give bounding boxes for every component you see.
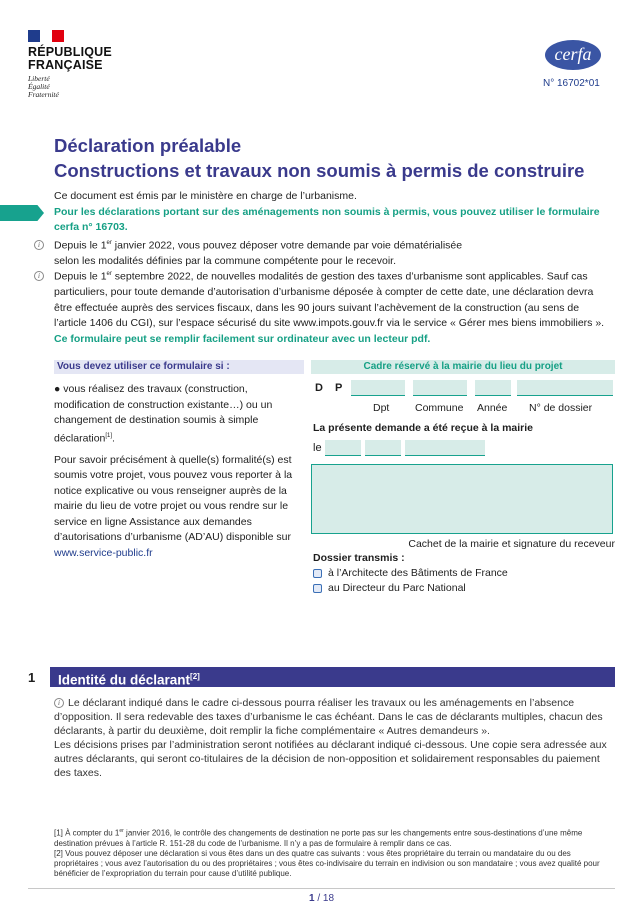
info1-text-c: selon les modalités définies par la commune compétente pour le recevoir. xyxy=(54,255,397,267)
abf-checkbox[interactable] xyxy=(313,569,322,578)
label-dpt: Dpt xyxy=(373,402,390,414)
label-annee: Année xyxy=(477,402,508,414)
service-public-link[interactable]: www.service-public.fr xyxy=(54,546,153,559)
motto-egalite: Égalité xyxy=(28,82,50,91)
fn1-sup: er xyxy=(119,828,124,834)
annee-field[interactable] xyxy=(475,380,511,396)
commune-field[interactable] xyxy=(413,380,467,396)
mairie-reserved-box xyxy=(311,360,615,594)
mairie-box-heading: Cadre réservé à la mairie du lieu du projet xyxy=(311,360,615,374)
page-current: 1 xyxy=(308,893,315,904)
abf-label: à l’Architecte des Bâtiments de France xyxy=(328,567,508,579)
intro-dematerialisation xyxy=(54,236,614,270)
usage-paragraph-text: Pour savoir précisément à quelle(s) formalité(s) est soumis votre projet, vous pouvez vous reporter à la notice explicative ou vous renseigner auprès de la mairie du lieu de votre projet ou vous rendre sur le service en ligne Assistance aux demandes d’autorisations d’urbanisme (AD’AU) disponible sur xyxy=(54,453,293,543)
section1-p1-text: Le déclarant indiqué dans le cadre ci-dessous pourra réaliser les travaux ou les aménagements en l’absence d’opposition. Il sera redevable des taxes d’urbanisme le cas échéant. Dans le cas de déclarants multiples, chacun des déclarants, à partir du deuxième, doit remplir la fiche complémentaire « Autres demandeurs ». xyxy=(54,697,603,737)
footnotes xyxy=(54,826,614,879)
footnote-1 xyxy=(54,826,614,849)
stamp-signature-area[interactable] xyxy=(311,464,613,534)
letter-p: P xyxy=(335,382,343,394)
info-icon: i xyxy=(54,698,64,708)
dpt-field[interactable] xyxy=(351,380,405,396)
check-row-abf xyxy=(311,567,615,579)
usage-bullet xyxy=(54,382,304,447)
republique-francaise-logo xyxy=(28,30,112,99)
parc-national-checkbox[interactable] xyxy=(313,584,322,593)
page-total: 18 xyxy=(322,893,335,904)
received-date-row xyxy=(311,440,615,460)
footnote-ref-2[interactable]: [2] xyxy=(190,672,200,681)
french-flag-icon xyxy=(28,30,64,42)
intro-ministry-note: Ce document est émis par le ministère en charge de l’urbanisme. xyxy=(54,190,357,202)
section1-paragraph1 xyxy=(54,696,614,738)
info1-text-b: janvier 2022, vous pouvez déposer votre demande par voie dématérialisée xyxy=(111,239,463,252)
info-icon: i xyxy=(34,240,44,250)
info2-sup: er xyxy=(106,271,112,277)
form-subtitle: Constructions et travaux non soumis à permis de construire xyxy=(54,160,585,181)
footnote-ref-1[interactable]: [1] xyxy=(105,432,113,439)
section-marker-arrow xyxy=(0,205,44,221)
parc-national-label: au Directeur du Parc National xyxy=(328,582,466,594)
label-commune: Commune xyxy=(415,402,464,414)
intro-cerfa-16703-note: Pour les déclarations portant sur des aménagements non soumis à permis, vous pouvez utiliser le formulaire cerfa n° 16703. xyxy=(54,205,600,233)
cerfa-number: N° 16702*01 xyxy=(543,78,600,89)
usage-paragraph xyxy=(54,453,304,562)
check-row-parc xyxy=(311,582,615,594)
info2-text-b: septembre 2022, de nouvelles modalités de gestion des taxes d’urbanisme sont applicables. Sauf cas particuliers, pour toute demande d’autorisation d’urbanisme déposée à compter de cette date, une déclaration devra être effectuée auprès des services fiscaux, dans les 90 jours suivant l’achèvement de la construction (au sens de l’article 1406 du CGI), sur l’espace sécurisé du site www.impots.gouv.fr via le service « Gérer mes biens immobiliers ». xyxy=(54,270,605,329)
form-title: Déclaration préalable xyxy=(54,135,242,156)
usage-bullet-text: ● vous réalisez des travaux (construction, modification de construction existante…) ou un changement de destination soumis à simple déclaration xyxy=(54,383,273,444)
usage-heading: Vous devez utiliser ce formulaire si : xyxy=(54,360,304,374)
footer-divider xyxy=(28,888,615,889)
date-day-field[interactable] xyxy=(325,440,361,456)
intro-taxes xyxy=(54,267,614,347)
republique-line2: FRANÇAISE xyxy=(28,58,103,72)
dossier-transmis-label: Dossier transmis : xyxy=(313,552,405,564)
received-label: La présente demande a été reçue à la mairie xyxy=(313,422,534,434)
usage-bullet-end: . xyxy=(112,432,115,444)
cerfa-logo: cerfa xyxy=(545,40,601,70)
date-prefix: le xyxy=(313,442,322,454)
date-year-field[interactable] xyxy=(405,440,485,456)
fn1-text-a: [1] À compter du 1 xyxy=(54,828,120,838)
section1-body xyxy=(54,696,614,780)
section-number: 1 xyxy=(28,670,36,685)
page-number xyxy=(0,893,643,904)
dossier-number-row xyxy=(311,380,615,400)
date-month-field[interactable] xyxy=(365,440,401,456)
stamp-caption: Cachet de la mairie et signature du receveur xyxy=(408,538,615,550)
info-icon: i xyxy=(34,271,44,281)
fn1-text-b: janvier 2016, le contrôle des changements de destination ne porte pas sur les changements entre sous-destinations d’une même destination prévues à l’article R. 151-28 du code de l’urbanisme. Il n’y a pas de formulaire à remplir dans ce cas. xyxy=(54,828,583,848)
letter-d: D xyxy=(315,382,323,394)
dossier-number-labels xyxy=(311,402,615,416)
page-separator: / xyxy=(314,893,323,904)
section-title: Identité du déclarant xyxy=(58,672,191,688)
motto-liberte: Liberté xyxy=(28,74,50,83)
section1-paragraph2: Les décisions prises par l’administration seront notifiées au déclarant indiqué ci-dessous. Une copie sera adressée aux autres déclarants, qui seront co-titulaires de la décision de non-opposition et solidairement responsables du paiement des taxes. xyxy=(54,739,607,779)
label-dossier: N° de dossier xyxy=(529,402,593,414)
section-title-bar xyxy=(50,667,615,687)
republique-line1: RÉPUBLIQUE xyxy=(28,45,112,59)
pdf-fill-note: Ce formulaire peut se remplir facilement sur ordinateur avec un lecteur pdf. xyxy=(54,332,431,345)
footnote-2: [2] Vous pouvez déposer une déclaration si vous êtes dans un des quatre cas suivants : vous êtes propriétaire du terrain ou mandataire du ou des propriétaires ; vous avez l’autorisation du ou des propriétaires ; vous êtes co-indivisaire du terrain en indivision ou son mandataire ; vous avez qualité pour bénéficier de l’expropriation du terrain pour cause d’utilité publique. xyxy=(54,848,600,878)
info1-sup: er xyxy=(106,240,112,246)
intro-block xyxy=(54,189,614,236)
usage-conditions xyxy=(54,360,304,561)
info2-text-a: Depuis le 1 xyxy=(54,270,107,283)
info1-text-a: Depuis le 1 xyxy=(54,239,107,252)
motto-fraternite: Fraternité xyxy=(28,90,59,99)
dossier-number-field[interactable] xyxy=(517,380,613,396)
